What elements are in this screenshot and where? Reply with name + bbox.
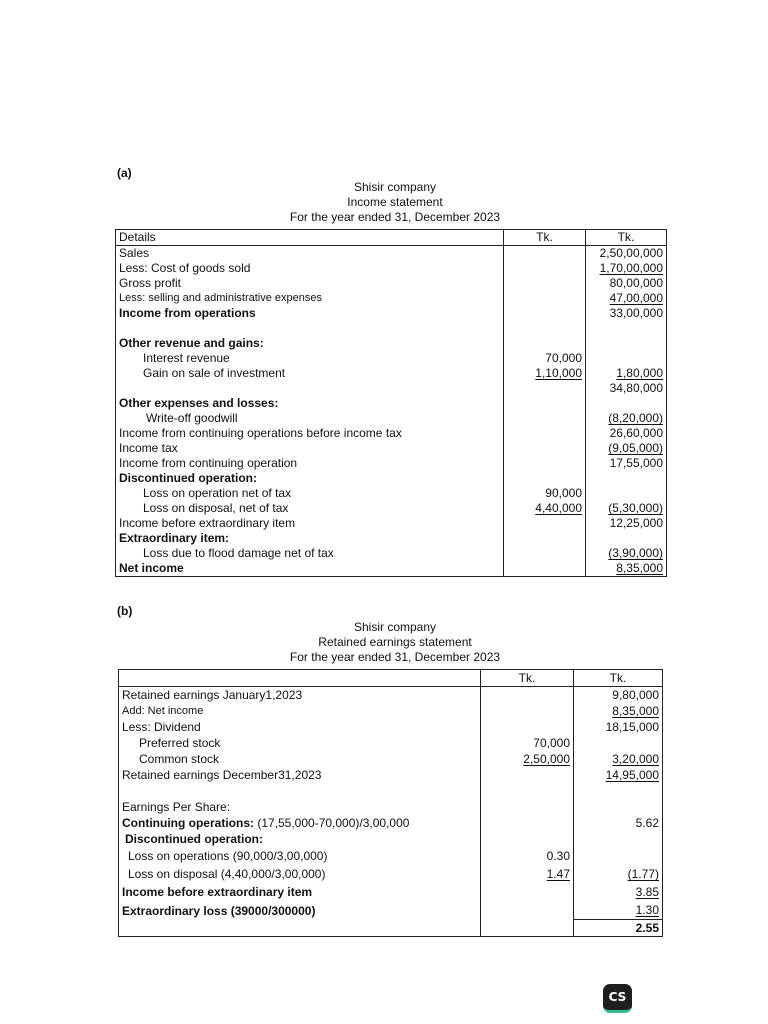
row-total: (5,30,000)	[608, 501, 663, 515]
row-label: Discontinued operation:	[116, 471, 504, 486]
row-total: (9,05,000)	[608, 441, 663, 455]
row-value: 1,10,000	[535, 366, 582, 380]
row-value	[504, 546, 586, 561]
row-total	[574, 735, 663, 751]
row-label: Loss on operation net of tax	[116, 486, 504, 501]
header-tk: Tk.	[586, 230, 667, 246]
row-value	[481, 767, 574, 783]
row-value	[481, 883, 574, 901]
table-row	[119, 865, 663, 883]
table-row	[116, 366, 667, 381]
row-value	[504, 381, 586, 396]
row-total: (3,90,000)	[608, 546, 663, 560]
row-total: 18,15,000	[574, 719, 663, 735]
row-value	[504, 291, 586, 306]
row-total: 1.30	[635, 903, 659, 917]
row-total: 9,80,000	[574, 687, 663, 704]
row-total: 5.62	[574, 815, 663, 831]
row-total: 1,80,000	[616, 366, 663, 380]
row-total: 34,80,000	[586, 381, 667, 396]
table-row	[116, 561, 667, 577]
table-row	[119, 847, 663, 865]
table-row	[116, 261, 667, 276]
table-row	[119, 703, 663, 719]
row-total	[574, 799, 663, 815]
row-total	[586, 486, 667, 501]
row-label: Loss on operations (90,000/3,00,000)	[119, 847, 481, 865]
row-label: Sales	[116, 246, 504, 262]
income-statement-table	[115, 229, 667, 577]
row-value	[504, 426, 586, 441]
row-total: 80,00,000	[586, 276, 667, 291]
statement-period: For the year ended 31, December 2023	[289, 650, 501, 664]
row-value: 70,000	[504, 351, 586, 366]
row-value	[481, 831, 574, 847]
statement-period: For the year ended 31, December 2023	[289, 210, 501, 224]
header-tk: Tk.	[574, 670, 663, 687]
row-total: 3,20,000	[612, 752, 659, 766]
table-row	[116, 516, 667, 531]
table-row	[116, 411, 667, 426]
row-label: Less: Dividend	[119, 719, 481, 735]
row-value: 2,50,000	[523, 752, 570, 766]
table-row	[119, 815, 663, 831]
section-a-title	[230, 180, 560, 225]
row-label: Loss on disposal, net of tax	[116, 501, 504, 516]
table-row	[116, 291, 667, 306]
row-label: Extraordinary loss (39000/300000)	[119, 901, 481, 920]
row-total	[586, 531, 667, 546]
logo-text: CS	[608, 990, 627, 1004]
table-row	[116, 306, 667, 321]
row-total	[586, 396, 667, 411]
row-value	[481, 920, 574, 937]
row-value	[504, 336, 586, 351]
row-total: 17,55,000	[586, 456, 667, 471]
retained-earnings-table	[118, 669, 663, 937]
row-label	[119, 920, 481, 937]
row-total: 26,60,000	[586, 426, 667, 441]
row-total: 12,25,000	[586, 516, 667, 531]
row-value	[504, 411, 586, 426]
table-row	[116, 471, 667, 486]
row-label: Income tax	[116, 441, 504, 456]
row-value	[504, 441, 586, 456]
row-total	[586, 351, 667, 366]
row-label: Interest revenue	[116, 351, 504, 366]
header-details	[119, 670, 481, 687]
row-value: 1.47	[546, 867, 570, 881]
row-value: 4,40,000	[535, 501, 582, 515]
table-row	[116, 276, 667, 291]
row-label: Common stock	[119, 751, 481, 767]
table-row	[119, 799, 663, 815]
statement-name: Income statement	[347, 195, 443, 209]
row-value	[504, 276, 586, 291]
row-value: 70,000	[481, 735, 574, 751]
camscanner-logo-icon	[603, 984, 632, 1013]
table-row	[119, 719, 663, 735]
row-label-bold: Continuing operations:	[122, 816, 254, 830]
spacer-row	[119, 783, 663, 799]
row-label: Income before extraordinary item	[116, 516, 504, 531]
table-header	[119, 670, 663, 687]
row-value	[504, 456, 586, 471]
row-label: Discontinued operation:	[119, 831, 481, 847]
table-row	[119, 687, 663, 704]
row-value	[504, 261, 586, 276]
row-total: 47,00,000	[609, 291, 663, 305]
row-label: Gross profit	[116, 276, 504, 291]
table-row	[116, 396, 667, 411]
table-row	[119, 767, 663, 783]
row-label: Less: Cost of goods sold	[116, 261, 504, 276]
row-value	[504, 396, 586, 411]
company-name: Shisir company	[353, 620, 437, 634]
row-label: Income from continuing operations before income tax	[116, 426, 504, 441]
header-details: Details	[116, 230, 504, 246]
header-tk: Tk.	[504, 230, 586, 246]
row-label: (17,55,000-70,000)/3,00,000	[253, 816, 410, 830]
row-label: Income before extraordinary item	[119, 883, 481, 901]
table-row	[116, 426, 667, 441]
row-value	[504, 531, 586, 546]
row-value	[481, 815, 574, 831]
table-row	[116, 381, 667, 396]
row-label: Income from operations	[116, 306, 504, 321]
section-a-label: (a)	[117, 166, 132, 180]
row-total	[586, 471, 667, 486]
row-total: 2.55	[574, 920, 663, 937]
section-b-title	[230, 620, 560, 665]
table-row	[116, 351, 667, 366]
table-row	[116, 336, 667, 351]
table-header	[116, 230, 667, 246]
row-label: Gain on sale of investment	[116, 366, 504, 381]
row-label: Loss on disposal (4,40,000/3,00,000)	[119, 865, 481, 883]
row-total: (1.77)	[627, 867, 659, 881]
row-label: Less: selling and administrative expenses	[116, 291, 504, 306]
row-label: Income from continuing operation	[116, 456, 504, 471]
row-label: Extraordinary item:	[116, 531, 504, 546]
row-value	[504, 516, 586, 531]
row-value	[481, 719, 574, 735]
row-total: 8,35,000	[616, 561, 663, 575]
table-row	[116, 531, 667, 546]
row-label: Other expenses and losses:	[116, 396, 504, 411]
table-row	[116, 246, 667, 262]
row-label: Retained earnings December31,2023	[119, 767, 481, 783]
row-value	[481, 687, 574, 704]
table-row	[116, 456, 667, 471]
row-total: 1,70,00,000	[599, 261, 663, 275]
row-total	[574, 831, 663, 847]
statement-name: Retained earnings statement	[318, 635, 472, 649]
section-b-label: (b)	[117, 604, 133, 618]
row-label: Net income	[116, 561, 504, 577]
table-row	[116, 501, 667, 516]
row-value	[504, 306, 586, 321]
spacer-row	[116, 321, 667, 336]
row-total: 14,95,000	[605, 768, 659, 782]
row-label: Write-off goodwill	[116, 411, 504, 426]
row-value	[481, 799, 574, 815]
row-total: (8,20,000)	[608, 411, 663, 425]
row-value: 0.30	[481, 847, 574, 865]
row-value	[481, 901, 574, 920]
header-tk: Tk.	[481, 670, 574, 687]
table-row	[116, 441, 667, 456]
row-value	[504, 561, 586, 577]
row-value: 90,000	[504, 486, 586, 501]
table-row	[119, 735, 663, 751]
row-total	[586, 336, 667, 351]
row-label: Retained earnings January1,2023	[119, 687, 481, 704]
row-label	[116, 381, 504, 396]
table-row	[119, 751, 663, 767]
row-label: Add: Net income	[119, 703, 481, 719]
row-label: Loss due to flood damage net of tax	[116, 546, 504, 561]
row-total	[574, 847, 663, 865]
row-total: 33,00,000	[586, 306, 667, 321]
table-row	[119, 920, 663, 937]
table-row	[119, 831, 663, 847]
row-label: Earnings Per Share:	[119, 799, 481, 815]
row-total: 2,50,00,000	[586, 246, 667, 262]
table-row	[116, 486, 667, 501]
row-label: Other revenue and gains:	[116, 336, 504, 351]
row-label: Preferred stock	[119, 735, 481, 751]
row-value	[504, 471, 586, 486]
table-row	[116, 546, 667, 561]
row-total: 8,35,000	[612, 704, 659, 718]
table-row	[119, 901, 663, 920]
row-value	[481, 703, 574, 719]
table-row	[119, 883, 663, 901]
row-total: 3.85	[635, 885, 659, 899]
company-name: Shisir company	[353, 180, 437, 194]
row-value	[504, 246, 586, 262]
